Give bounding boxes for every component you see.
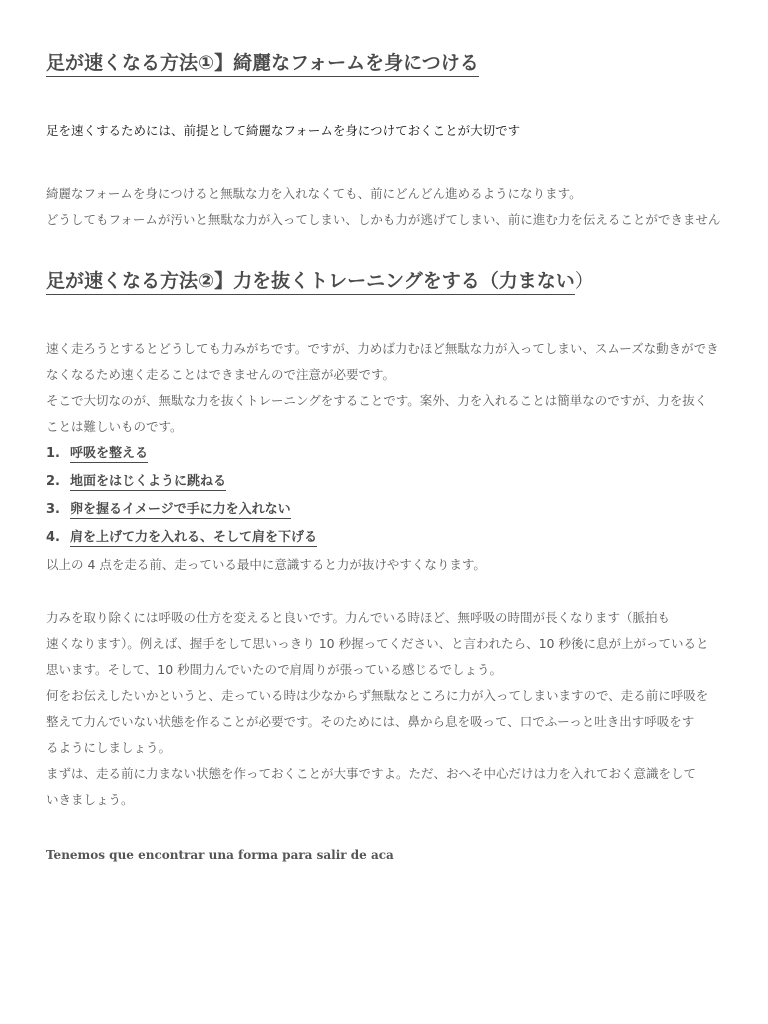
paragraph-line: ことは難しいものです。 <box>46 419 183 434</box>
footer-sentence: Tenemos que encontrar una forma para salir de aca <box>46 848 394 862</box>
list-item <box>46 526 317 554</box>
paragraph-line: まずは、走る前に力まない状態を作っておくことが大事ですよ。ただ、おへそ中心だけは力を入れておく意識をして <box>46 766 697 781</box>
paragraph-line: どうしてもフォームが汚いと無駄な力が入ってしまい、しかも力が逃げてしまい、前に進む力を伝えることができません <box>46 212 721 227</box>
section-heading-1 <box>46 48 479 75</box>
list-item-link[interactable]: 呼吸を整える <box>70 446 149 461</box>
tips-list <box>46 442 317 554</box>
paragraph-line: 速くなります）。例えば、握手をして思いっきり 10 秒握ってください、と言われたら、10 秒後に息が上がっていると <box>46 636 709 651</box>
paragraph-line: 速く走ろうとするとどうしても力みがちです。ですが、力めば力むほど無駄な力が入ってしまい、スムーズな動きができ <box>46 341 719 356</box>
list-item-number: 3. <box>46 502 60 517</box>
paragraph-line: 綺麗なフォームを身につけると無駄な力を入れなくても、前にどんどん進めるようになります。 <box>46 186 582 201</box>
paragraph-line: そこで大切なのが、無駄な力を抜くトレーニングをすることです。案外、力を入れることは簡単なのですが、力を抜く <box>46 393 708 408</box>
paragraph-form <box>46 181 720 233</box>
list-item-number: 1. <box>46 446 60 461</box>
paragraph-line: 力みを取り除くには呼吸の仕方を変えると良いです。力んでいる時ほど、無呼吸の時間が長くなります（脈拍も <box>46 610 671 625</box>
section-heading-2-tail: ） <box>574 270 594 292</box>
list-item <box>46 470 317 498</box>
list-item <box>46 442 317 470</box>
list-item-link[interactable]: 卵を握るイメージで手に力を入れない <box>70 502 291 517</box>
list-item-number: 2. <box>46 474 60 489</box>
paragraph-line: 以上の 4 点を走る前、走っている最中に意識すると力が抜けやすくなります。 <box>46 557 486 572</box>
list-item <box>46 498 317 526</box>
paragraph-breathing <box>46 605 708 813</box>
paragraph-line: るようにしましょう。 <box>46 740 172 755</box>
paragraph-line: 思います。そして、10 秒間力んでいたので肩周りが張っている感じるでしょう。 <box>46 662 503 677</box>
section-heading-2-text: 足が速くなる方法②】力を抜くトレーニングをする（力まない <box>46 270 575 295</box>
list-item-link[interactable]: 肩を上げて力を入れる、そして肩を下げる <box>70 530 318 545</box>
after-list-sentence <box>46 552 486 578</box>
lead-sentence: 足を速くするためには、前提として綺麗なフォームを身につけておくことが大切です <box>46 123 521 138</box>
paragraph-line: 何をお伝えしたいかというと、走っている時は少なからず無駄なところに力が入ってしまいますので、走る前に呼吸を <box>46 688 709 703</box>
paragraph-line: いきましょう。 <box>46 792 134 807</box>
section-heading-2 <box>46 266 594 293</box>
paragraph-line: 整えて力んでいない状態を作ることが必要です。そのためには、鼻から息を吸って、口でふーっと吐き出す呼吸をす <box>46 714 695 729</box>
paragraph-relax <box>46 336 719 440</box>
paragraph-line: なくなるため速く走ることはできませんので注意が必要です。 <box>46 367 396 382</box>
section-heading-1-text: 足が速くなる方法①】綺麗なフォームを身につける <box>46 52 479 77</box>
list-item-link[interactable]: 地面をはじくように跳ねる <box>70 474 227 489</box>
list-item-number: 4. <box>46 530 60 545</box>
